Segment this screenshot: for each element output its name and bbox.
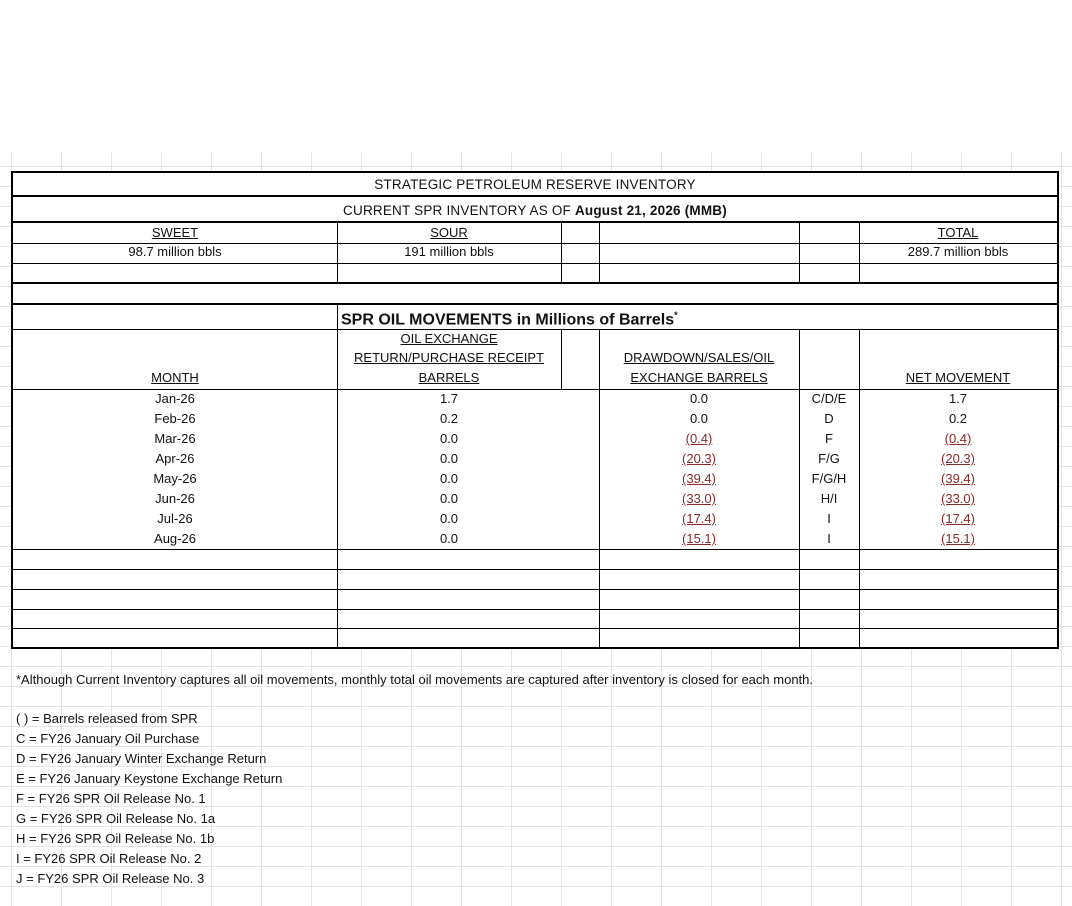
drawdown-cell: (17.4) (682, 511, 716, 526)
month-cell: Feb-26 (154, 411, 196, 426)
code-cell: I (827, 531, 831, 546)
drawdown-cell: 0.0 (689, 391, 709, 406)
legend-item: H = FY26 SPR Oil Release No. 1b (16, 831, 215, 846)
code-cell: F/G/H (811, 471, 847, 486)
movements-title (337, 306, 761, 329)
col-exchange-header-2: RETURN/PURCHASE RECEIPT (354, 350, 544, 365)
exchange-cell: 0.0 (439, 511, 459, 526)
month-cell: Jan-26 (155, 391, 195, 406)
legend-item: I = FY26 SPR Oil Release No. 2 (16, 851, 202, 866)
exchange-cell: 0.0 (439, 431, 459, 446)
drawdown-cell: (20.3) (682, 451, 716, 466)
net-cell: (15.1) (941, 531, 975, 546)
drawdown-cell: (0.4) (685, 431, 713, 446)
col-month-header: MONTH (151, 370, 199, 385)
total-label: TOTAL (937, 225, 979, 240)
row-divider (13, 628, 1057, 629)
drawdown-cell: (33.0) (682, 491, 716, 506)
col-exchange-header-3: BARRELS (418, 370, 480, 385)
drawdown-cell: 0.0 (689, 411, 709, 426)
row-divider (13, 549, 1057, 550)
total-value: 289.7 million bbls (907, 244, 1009, 259)
exchange-cell: 0.0 (439, 451, 459, 466)
row-divider (13, 221, 1057, 223)
drawdown-cell: (15.1) (682, 531, 716, 546)
drawdown-cell: (39.4) (682, 471, 716, 486)
legend-item: D = FY26 January Winter Exchange Return (16, 751, 267, 766)
code-cell: H/I (820, 491, 838, 506)
row-divider (13, 195, 1057, 197)
movements-title-text: SPR OIL MOVEMENTS in Millions of Barrels (341, 311, 675, 329)
col-divider (799, 221, 800, 282)
code-cell: I (827, 511, 831, 526)
month-cell: Apr-26 (155, 451, 195, 466)
col-exchange-header-1: OIL EXCHANGE (400, 331, 498, 346)
month-cell: Jul-26 (157, 511, 193, 526)
legend-item: C = FY26 January Oil Purchase (16, 731, 200, 746)
net-cell: (0.4) (944, 431, 972, 446)
sour-value: 191 million bbls (404, 244, 494, 259)
net-cell: (33.0) (941, 491, 975, 506)
inventory-title: STRATEGIC PETROLEUM RESERVE INVENTORY (374, 177, 696, 192)
sweet-value: 98.7 million bbls (128, 244, 222, 259)
code-cell: D (824, 411, 834, 426)
blank-header-area (0, 0, 1072, 152)
legend-item: F = FY26 SPR Oil Release No. 1 (16, 791, 206, 806)
legend-item: J = FY26 SPR Oil Release No. 3 (16, 871, 205, 886)
exchange-cell: 1.7 (439, 391, 459, 406)
row-divider (13, 282, 1057, 284)
inventory-subtitle (13, 202, 1057, 220)
sweet-label: SWEET (151, 225, 199, 240)
footnote: *Although Current Inventory captures all oil movements, monthly total oil movements are captured after inventory is closed for each month. (16, 672, 813, 687)
net-cell: 1.7 (948, 391, 968, 406)
exchange-cell: 0.2 (439, 411, 459, 426)
col-net-header: NET MOVEMENT (905, 370, 1011, 385)
movements-title-mark: * (674, 310, 678, 320)
col-drawdown-header-2: EXCHANGE BARRELS (630, 370, 768, 385)
col-divider (561, 221, 562, 282)
legend-item: G = FY26 SPR Oil Release No. 1a (16, 811, 216, 826)
col-divider (799, 329, 800, 649)
row-divider (13, 609, 1057, 610)
legend-item: ( ) = Barrels released from SPR (16, 711, 198, 726)
exchange-cell: 0.0 (439, 491, 459, 506)
spr-inventory-table (11, 171, 1059, 649)
col-drawdown-header-1: DRAWDOWN/SALES/OIL (623, 350, 775, 365)
subtitle-prefix: CURRENT SPR INVENTORY AS OF (343, 203, 571, 218)
exchange-cell: 0.0 (439, 531, 459, 546)
exchange-cell: 0.0 (439, 471, 459, 486)
row-divider (13, 589, 1057, 590)
net-cell: (17.4) (941, 511, 975, 526)
row-divider (13, 303, 1057, 305)
month-cell: May-26 (153, 471, 197, 486)
col-divider (561, 329, 562, 389)
subtitle-date: August 21, 2026 (MMB) (574, 203, 727, 218)
code-cell: C/D/E (811, 391, 847, 406)
net-cell: (20.3) (941, 451, 975, 466)
month-cell: Aug-26 (154, 531, 196, 546)
sour-label: SOUR (430, 225, 468, 240)
month-cell: Jun-26 (155, 491, 195, 506)
legend-item: E = FY26 January Keystone Exchange Return (16, 771, 283, 786)
net-cell: 0.2 (948, 411, 968, 426)
col-divider (599, 221, 600, 282)
month-cell: Mar-26 (154, 431, 196, 446)
code-cell: F (825, 431, 833, 446)
code-cell: F/G (818, 451, 840, 466)
row-divider (13, 263, 1057, 264)
net-cell: (39.4) (941, 471, 975, 486)
row-divider (13, 569, 1057, 570)
